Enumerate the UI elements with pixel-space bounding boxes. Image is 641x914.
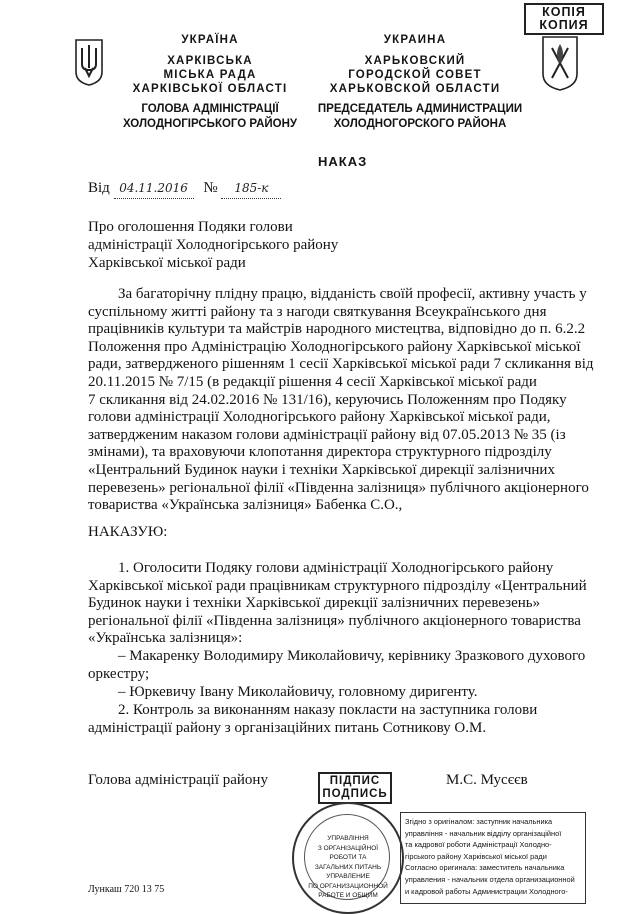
seal-text-line: УПРАВЛІННЯ <box>327 835 369 842</box>
order-item-2 <box>88 702 596 737</box>
item2-line: адміністрації району з організаційних питань Сотникову О.М. <box>88 719 487 736</box>
subject-block <box>88 218 338 272</box>
certification-stamp <box>400 812 586 904</box>
item1-line: Харківської міської ради працівникам структурного підрозділу «Центральний <box>88 577 587 594</box>
preamble-line: 7 скликання від 24.02.2016 № 131/16), керуючись Положенням про Подяку <box>88 391 567 408</box>
seal-text-line: РОБОТИ ТА <box>329 854 367 861</box>
header-ua-city-line: ХАРКІВСЬКОЇ ОБЛАСТІ <box>132 83 288 95</box>
preamble-line: змінами), та враховуючи клопотання директора структурного підрозділу <box>88 444 552 461</box>
certification-line: и кадровой работы Администрации Холодного- <box>405 886 568 896</box>
seal-text-line: З ОРГАНІЗАЦІЙНОЇ <box>317 844 379 852</box>
certification-line: Согласно оригинала: заместитель начальника <box>405 863 565 873</box>
header-ru-city-line: ГОРОДСКОЙ СОВЕТ <box>348 69 482 81</box>
copy-stamp-line-ua: КОПІЯ <box>542 5 586 19</box>
order-word: НАКАЗУЮ: <box>88 524 168 540</box>
preamble-line: голови адміністрації Холодногірського району Харківської міської ради, <box>88 409 551 426</box>
certification-line: гірського району Харківської міської ради <box>405 851 547 861</box>
number-label: № <box>203 180 218 196</box>
ukraine-trident-emblem-icon <box>74 38 104 86</box>
header-ua-head-line: ГОЛОВА АДМІНІСТРАЦІЇ <box>141 103 279 115</box>
awardee-1-line: – Макаренку Володимиру Миколайовичу, керівнику Зразкового духового <box>118 648 586 664</box>
signature-position: Голова адміністрації району <box>88 772 268 788</box>
preamble-line: Положення про Адміністрацію Холодногірського району Харківської міської <box>88 338 581 355</box>
header-ua-city-line: МІСЬКА РАДА <box>163 69 257 81</box>
preamble-line: перевезень» регіональної філії «Південна залізниця» публічного акціонерного <box>88 479 589 496</box>
subject-line: Харківської міської ради <box>88 255 246 271</box>
header-ru-country: УКРАИНА <box>383 34 447 46</box>
awardee-1 <box>88 648 596 683</box>
executor-line: Лункаш 720 13 75 <box>88 884 165 895</box>
item1-line: 1. Оголосити Подяку голови адміністрації Холодногірського району <box>118 560 554 576</box>
certification-line: управления - начальник отдела организационной <box>405 874 575 884</box>
header-ru-head-line: ПРЕДСЕДАТЕЛЬ АДМИНИСТРАЦИИ <box>317 103 523 115</box>
date-value: 04.11.2016 <box>114 180 194 199</box>
item1-line: регіональної філії «Південна залізниця» публічного акціонерного товариства <box>88 612 581 629</box>
header-ua-head-line: ХОЛОДНОГІРСЬКОГО РАЙОНУ <box>122 118 298 130</box>
copy-stamp <box>524 3 604 35</box>
preamble-line: працівників культури та майстрів народного мистецтва, відповідно до п. 6.2.2 <box>88 321 586 338</box>
certification-line: управління - начальник відділу організаційної <box>405 828 562 838</box>
seal-text-line: УПРАВЛЕНИЕ <box>326 873 370 880</box>
certification-line: та кадрової роботи Адміністрації Холодно- <box>405 840 552 850</box>
preamble-paragraph <box>88 286 596 515</box>
date-from-label: Від <box>88 180 110 196</box>
preamble-line: товариства «Українська залізниця» Бабенка С.О., <box>88 497 403 514</box>
certification-line: Згідно з оригіналом: заступник начальника <box>405 817 553 826</box>
seal-text-line: ПО ОРГАНИЗАЦИОННОЙ <box>308 882 388 890</box>
seal-text-line: РАБОТЕ И ОБЩИМ <box>318 892 378 899</box>
subject-line: Про оголошення Подяки голови <box>88 219 293 235</box>
signature-stamp-line-ua: ПІДПИС <box>329 775 381 787</box>
header-ua-city-line: ХАРКІВСЬКА <box>167 55 253 67</box>
seal-text <box>308 834 388 901</box>
signatory-name: М.С. Мусєєв <box>446 772 528 788</box>
preamble-line: ради, затвердженого рішенням 1 сесії Харківської міської ради 7 скликання від <box>88 356 594 373</box>
item1-line: «Українська залізниця»: <box>88 630 243 647</box>
order-item-1 <box>88 560 596 648</box>
header-ru-head <box>305 102 535 132</box>
subject-line: адміністрації Холодногірського району <box>88 237 339 253</box>
preamble-line: За багаторічну плідну працю, відданість своїй професії, активну участь у <box>118 286 587 302</box>
round-seal <box>292 802 404 914</box>
header-ru-city <box>320 54 510 96</box>
header-ru-city-line: ХАРЬКОВСКОЙ ОБЛАСТИ <box>329 83 501 95</box>
item2-line: 2. Контроль за виконанням наказу покласти на заступника голови <box>118 702 538 718</box>
signature-stamp-line-ru: ПОДПИСЬ <box>322 788 388 800</box>
header-ru-city-line: ХАРЬКОВСКИЙ <box>364 55 466 67</box>
header-ua-country: УКРАЇНА <box>181 34 239 46</box>
awardee-1-line: оркестру; <box>88 665 150 682</box>
header-ua-city <box>115 54 305 96</box>
preamble-line: затвердженим наказом голови адміністрації району від 07.05.2013 № 35 (із <box>88 426 566 443</box>
item1-line: Будинок науки і техніки Харківської дирекції залізничних перевезень» <box>88 595 541 612</box>
date-line <box>88 180 281 199</box>
signature-stamp <box>318 772 392 804</box>
preamble-line: суспільному житті району та з нагоди святкування Всеукраїнського дня <box>88 303 547 320</box>
document-title: НАКАЗ <box>318 154 368 169</box>
kharkiv-city-emblem-icon <box>540 34 580 92</box>
seal-text-line: ЗАГАЛЬНИХ ПИТАНЬ <box>314 863 382 871</box>
preamble-line: 20.11.2015 № 7/15 (в редакції рішення 4 сесії Харківської міської ради <box>88 373 537 390</box>
copy-stamp-line-ru: КОПИЯ <box>539 18 589 32</box>
number-value: 185-к <box>221 180 281 199</box>
awardee-2: – Юркевичу Івану Миколайовичу, головному диригенту. <box>118 684 478 700</box>
header-ua-head <box>105 102 315 132</box>
preamble-line: «Центральний Будинок науки і техніки Харківської дирекції залізничних <box>88 461 555 478</box>
header-ru-head-line: ХОЛОДНОГОРСКОГО РАЙОНА <box>333 118 507 130</box>
